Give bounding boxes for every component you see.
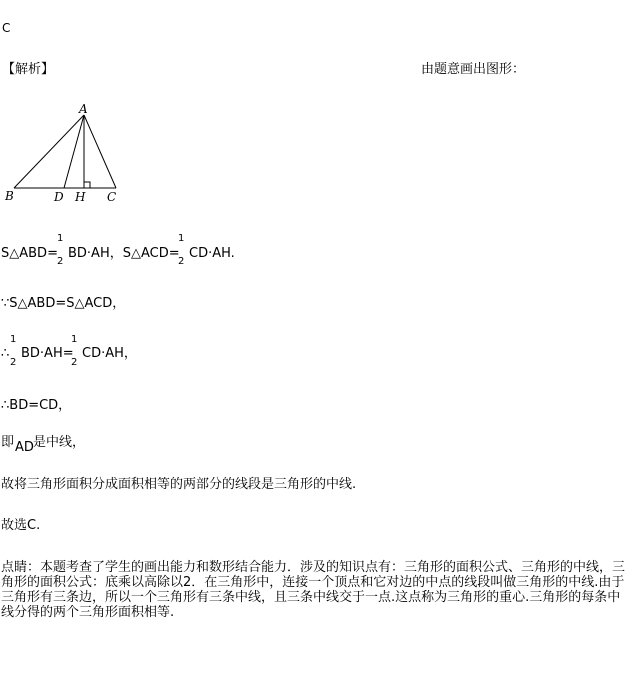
right-angle-mark <box>84 182 90 188</box>
choice-line: 故选C. <box>1 518 41 533</box>
product-cd-ah: CD·AH， <box>82 346 137 361</box>
half-numerator: 1 <box>57 233 64 244</box>
fraction-denominator-2: 2 <box>71 357 78 368</box>
half-denominator: 2 <box>57 256 64 267</box>
therefore-symbol: ∴ <box>1 346 10 361</box>
half-numerator-2: 1 <box>178 233 185 244</box>
drawing-note: 由题意画出图形： <box>421 62 526 77</box>
segment-ad: AD <box>15 440 34 455</box>
vertex-label-h: H <box>75 190 86 204</box>
fraction-denominator: 2 <box>10 357 17 368</box>
comment-paragraph: 点睛：本题考查了学生的画出能力和数形结合能力．涉及的知识点有：三角形的面积公式、三角形的中线，三角形的面积公式：底乘以高除以2．在三角形中，连接一个顶点和它对边的中点的线段叫做三角形的中线.由于三角形有三条边，所以一个三角形有三条中线，且三条中线交于一点.这点称为三角形的重心.三角形的每条中线分得的两个三角形面积相等. <box>1 560 626 620</box>
bd-equals-cd-line: ∴BD=CD， <box>1 398 72 413</box>
analysis-label: 【解析】 <box>2 62 55 77</box>
answer-letter: C <box>2 21 11 35</box>
vertex-label-a: A <box>79 102 88 116</box>
half-denominator-2: 2 <box>178 256 185 267</box>
formula-bd-ah: BD·AH，S△ACD= <box>68 246 180 261</box>
product-bd-ah: BD·AH= <box>21 346 74 361</box>
conclusion-suffix: 是中线， <box>33 435 86 450</box>
formula-s-abd: S△ABD= <box>1 246 58 261</box>
triangle-figure <box>0 100 130 210</box>
vertex-label-b: B <box>5 189 14 203</box>
equal-area-line: ∵S△ABD=S△ACD， <box>1 296 126 311</box>
side-ac <box>84 115 116 188</box>
vertex-label-d: D <box>54 190 64 204</box>
vertex-label-c: C <box>107 190 117 204</box>
fraction-numerator-2: 1 <box>71 334 78 345</box>
fraction-numerator: 1 <box>10 334 17 345</box>
conclusion-prefix: 即 <box>1 435 15 450</box>
formula-cd-ah: CD·AH. <box>189 246 235 261</box>
statement-line: 故将三角形面积分成面积相等的两部分的线段是三角形的中线. <box>1 477 357 492</box>
